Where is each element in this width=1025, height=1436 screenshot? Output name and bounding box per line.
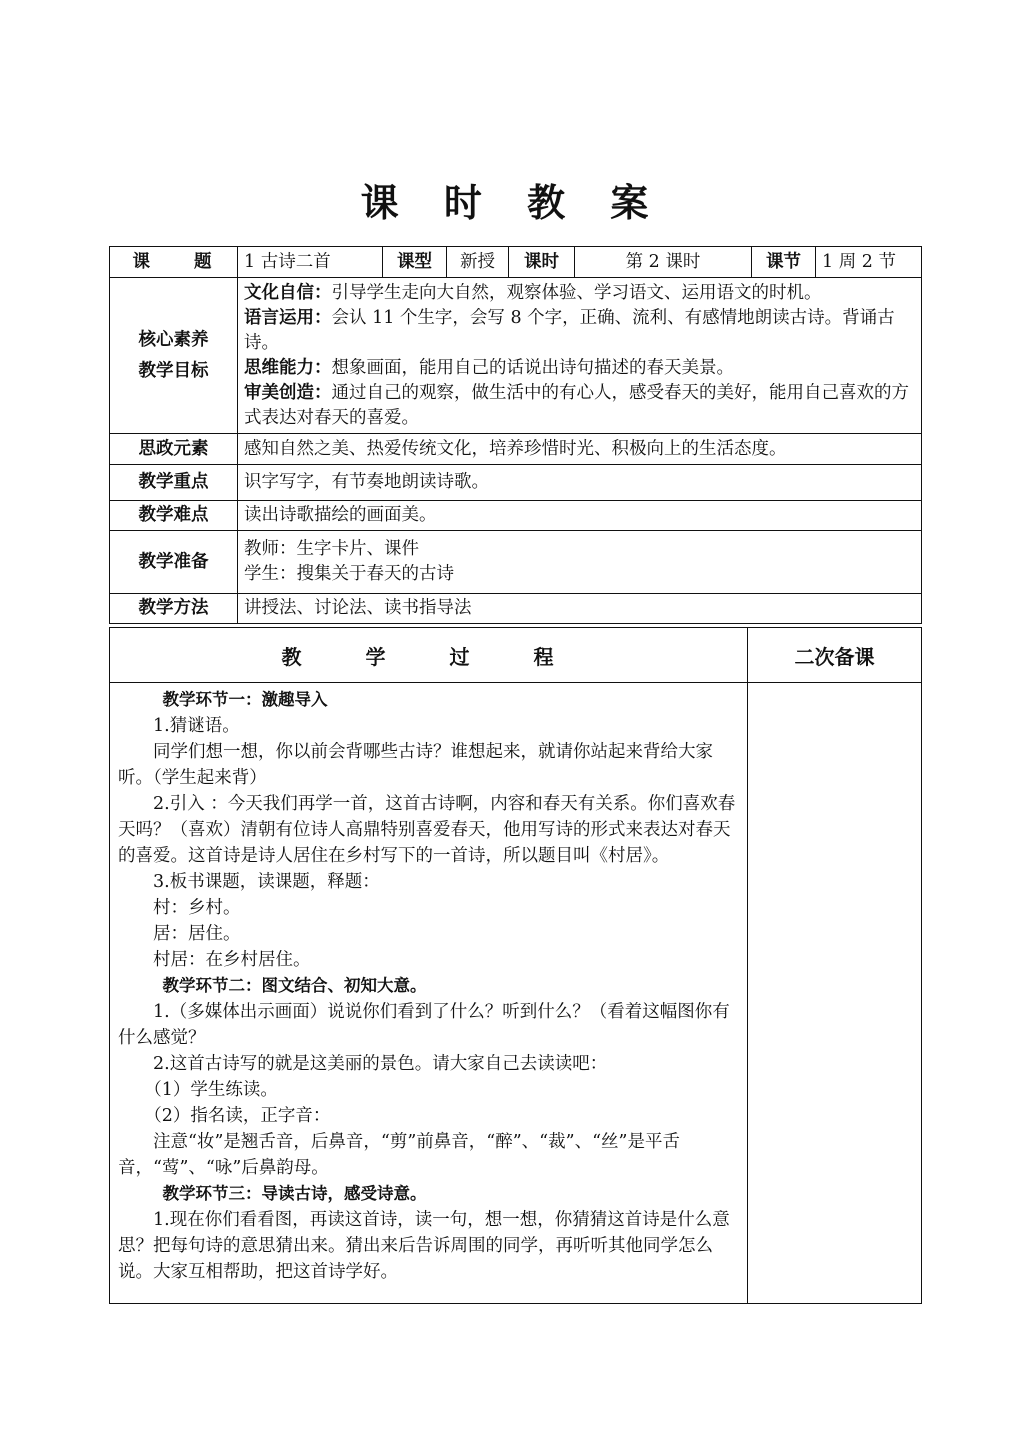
type-value: 新授	[447, 247, 509, 278]
goal-head: 思维能力：	[244, 357, 332, 378]
goal-head: 审美创造：	[244, 382, 332, 403]
process-line: 1.（多媒体出示画面）说说你们看到了什么？听到什么？（看着这幅图你有什么感觉？	[118, 1002, 730, 1048]
goal-head: 文化自信：	[244, 282, 332, 303]
process-line: 教学环节三：导读古诗，感受诗意。	[162, 1184, 427, 1203]
process-line: 2.引入 ：今天我们再学一首，这首古诗啊，内容和春天有关系。你们喜欢春天吗？（喜欢）清朝有位诗人高鼎特别喜爱春天，他用写诗的形式来表达对春天的喜爱。这首诗是诗人居住在乡村写下的一首诗，所以题目叫《村居》。	[118, 794, 736, 866]
process-line: 注意“妆”是翘舌音，后鼻音，“剪”前鼻音，“醉”、“裁”、“丝”是平舌音，“莺”、“咏”后鼻韵母。	[118, 1132, 680, 1178]
goal-head: 语言运用：	[244, 307, 332, 328]
goals-label-line2: 教学目标	[138, 360, 209, 381]
prep-teacher: 教师：生字卡片、课件	[244, 539, 419, 559]
method-value: 讲授法、讨论法、读书指导法	[238, 594, 922, 624]
page-title: 课 时 教 案	[360, 181, 665, 225]
prep-label: 教学准备	[110, 531, 238, 594]
section-label: 课节	[752, 247, 816, 278]
teaching-process-table	[109, 627, 922, 1304]
second-prep-header: 二次备课	[748, 628, 922, 683]
process-title: 教 学 过 程	[281, 644, 576, 669]
process-line: 2.这首古诗写的就是这美丽的景色。请大家自己去读读吧：	[153, 1054, 608, 1074]
topic-value: 1 古诗二首	[238, 247, 383, 278]
prep-value	[238, 531, 922, 594]
goals-label-line1: 核心素养	[138, 329, 209, 350]
focus-value: 识字写字，有节奏地朗读诗歌。	[238, 465, 922, 501]
process-line: （1）学生练读。	[144, 1080, 278, 1100]
process-line: （2）指名读，正字音：	[144, 1106, 331, 1126]
process-line: 1.现在你们看看图，再读这首诗，读一句，想一想，你猜猜这首诗是什么意思？把每句诗的意思猜出来。猜出来后告诉周围的同学，再听听其他同学怎么说。大家互相帮助，把这首诗学好。	[118, 1210, 730, 1282]
process-content	[110, 683, 748, 1304]
topic-label: 课 题	[110, 247, 238, 278]
focus-label: 教学重点	[110, 465, 238, 501]
goal-item	[244, 356, 915, 381]
difficulty-label: 教学难点	[110, 501, 238, 531]
goal-text: 想象画面，能用自己的话说出诗句描述的春天美景。	[331, 357, 734, 378]
process-line: 居：居住。	[153, 924, 241, 944]
goals-content	[238, 278, 922, 434]
lesson-info-table	[109, 246, 922, 624]
type-label: 课型	[383, 247, 447, 278]
section-value: 1 周 2 节	[816, 247, 922, 278]
goal-text: 会认 11 个生字，会写 8 个字，正确、流利、有感情地朗读古诗。背诵古诗。	[244, 307, 895, 353]
method-label: 教学方法	[110, 594, 238, 624]
second-prep-content	[748, 683, 922, 1304]
process-line: 村居：在乡村居住。	[153, 950, 311, 970]
goal-item	[244, 306, 915, 356]
period-label: 课时	[509, 247, 575, 278]
process-line: 村：乡村。	[153, 898, 241, 918]
process-line: 同学们想一想，你以前会背哪些古诗？谁想起来，就请你站起来背给大家听。（学生起来背）	[118, 742, 713, 788]
goal-item	[244, 281, 915, 306]
prep-student: 学生：搜集关于春天的古诗	[244, 564, 454, 584]
process-line: 教学环节二：图文结合、初知大意。	[162, 976, 427, 995]
period-value: 第 2 课时	[575, 247, 752, 278]
goal-item	[244, 381, 915, 431]
difficulty-value: 读出诗歌描绘的画面美。	[238, 501, 922, 531]
ideology-value: 感知自然之美、热爱传统文化，培养珍惜时光、积极向上的生活态度。	[238, 434, 922, 465]
ideology-label: 思政元素	[110, 434, 238, 465]
process-line: 3.板书课题，读课题，释题：	[153, 872, 380, 892]
process-line: 1.猜谜语。	[153, 716, 240, 736]
process-line: 教学环节一：激趣导入	[162, 690, 328, 709]
goal-text: 通过自己的观察，做生活中的有心人，感受春天的美好，能用自己喜欢的方式表达对春天的喜爱。	[244, 382, 909, 428]
goals-label	[110, 278, 238, 434]
goal-text: 引导学生走向大自然，观察体验、学习语文、运用语文的时机。	[331, 282, 822, 303]
process-header	[110, 628, 748, 683]
